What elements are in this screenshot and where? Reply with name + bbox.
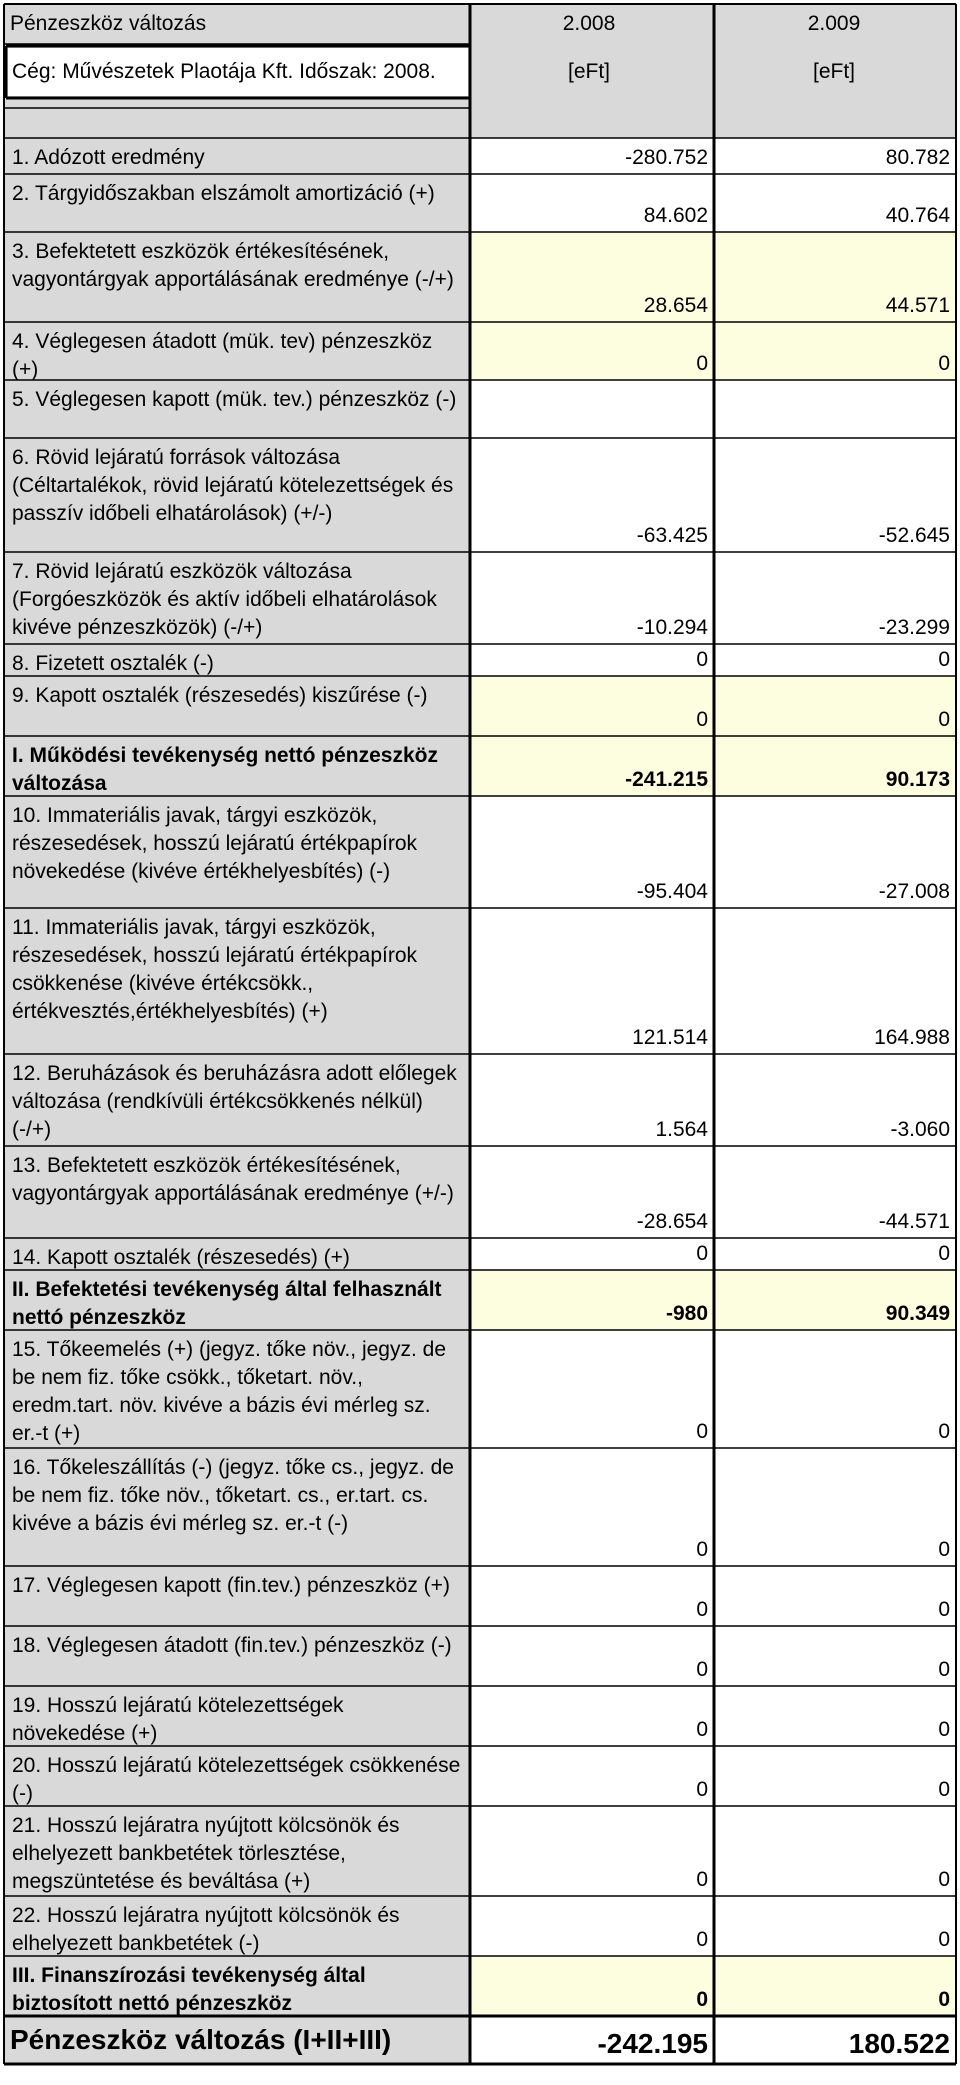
value-2009: 90.173 xyxy=(885,768,950,791)
value-2009: 0 xyxy=(938,1658,950,1681)
row-label: 12. Beruházások és beruházásra adott előlegek változása (rendkívüli értékcsökkenés nélkül) (-/+) xyxy=(12,1062,457,1141)
row-label: III. Finanszírozási tevékenység által biztosított nettó pénzeszköz xyxy=(12,1964,366,2015)
value-2009: 0 xyxy=(938,708,950,731)
row-label: 16. Tőkeleszállítás (-) (jegyz. tőke cs., jegyz. de be nem fiz. tőke növ., tőketart. cs., er.tart. cs. kivéve a bázis évi mérleg sz. er.-t (-) xyxy=(12,1456,454,1535)
value-2008: 0 xyxy=(696,1242,708,1265)
value-2008: 84.602 xyxy=(643,204,708,227)
value-2008: 0 xyxy=(696,352,708,375)
row-label: 18. Véglegesen átadott (fin.tev.) pénzeszköz (-) xyxy=(12,1634,452,1657)
value-2008: 0 xyxy=(696,1420,708,1443)
row-label: 3. Befektetett eszközök értékesítésének, vagyontárgyak apportálásának eredménye (-/+) xyxy=(12,240,454,291)
value-2009: 90.349 xyxy=(885,1302,950,1325)
row-label: 17. Véglegesen kapott (fin.tev.) pénzeszköz (+) xyxy=(12,1574,450,1597)
value-2008: 0 xyxy=(696,708,708,731)
value-2009: -44.571 xyxy=(878,1210,950,1233)
value-2008: 121.514 xyxy=(632,1026,708,1049)
row-label: 2. Tárgyidőszakban elszámolt amortizáció (+) xyxy=(12,182,435,205)
row-label: 4. Véglegesen átadott (mük. tev) pénzeszköz (+) xyxy=(12,330,433,380)
value-2009: 0 xyxy=(938,1242,950,1265)
header-year-2009: 2.009 xyxy=(807,12,861,35)
row-label: 13. Befektetett eszközök értékesítésének, vagyontárgyak apportálásának eredménye (+/-) xyxy=(12,1154,454,1205)
row-label: 11. Immateriális javak, tárgyi eszközök, részesedések, hosszú lejáratú értékpapírok csökkenése (kivéve értékcsökk., értékvesztés,értékhelyesbítés) (+) xyxy=(12,916,418,1023)
row-label: 19. Hosszú lejáratú kötelezettségek növekedése (+) xyxy=(12,1694,344,1745)
row-label: Pénzeszköz változás (I+II+III) xyxy=(10,2024,392,2055)
value-2009: 44.571 xyxy=(885,294,950,317)
row-label: 20. Hosszú lejáratú kötelezettségek csökkenése (-) xyxy=(12,1754,461,1805)
value-2009: 0 xyxy=(938,648,950,671)
value-2008: 28.654 xyxy=(643,294,708,317)
header-title: Pénzeszköz változás xyxy=(10,12,207,35)
value-2008: 0 xyxy=(696,1538,708,1561)
value-2009: 0 xyxy=(938,1988,950,2011)
value-2008: -10.294 xyxy=(636,616,708,639)
value-2008: -95.404 xyxy=(636,880,708,903)
value-2008: 0 xyxy=(696,1658,708,1681)
value-2008 xyxy=(470,380,714,438)
row-label: 8. Fizetett osztalék (-) xyxy=(12,652,214,675)
value-2009: 0 xyxy=(938,1538,950,1561)
value-2008: -28.654 xyxy=(636,1210,708,1233)
value-2009: 0 xyxy=(938,1598,950,1621)
value-2008: 0 xyxy=(696,648,708,671)
row-label: 5. Véglegesen kapott (mük. tev.) pénzeszköz (-) xyxy=(12,388,457,411)
company-period: Cég: Művészetek Plaotája Kft. Időszak: 2008. xyxy=(8,48,468,96)
value-2009: 0 xyxy=(938,1420,950,1443)
value-2009: -3.060 xyxy=(890,1118,950,1141)
row-label: 7. Rövid lejáratú eszközök változása (Forgóeszközök és aktív időbeli elhatárolások kivéve pénzeszközök) (-/+) xyxy=(12,560,437,639)
value-2009 xyxy=(714,380,956,438)
value-2009: -23.299 xyxy=(878,616,950,639)
row-label: 15. Tőkeemelés (+) (jegyz. tőke növ., jegyz. de be nem fiz. tőke csökk., tőketart. növ., eredm.tart. növ. kivéve a bázis évi mérleg sz. er.-t (+) xyxy=(12,1338,447,1445)
value-2008: 0 xyxy=(696,1988,708,2011)
value-2009: -52.645 xyxy=(878,524,950,547)
row-label: 6. Rövid lejáratú források változása (Céltartalékok, rövid lejáratú kötelezettségek és passzív időbeli elhatárolások) (+/-) xyxy=(12,446,454,525)
value-2008: 0 xyxy=(696,1718,708,1741)
value-2009: -27.008 xyxy=(878,880,950,903)
row-label: 10. Immateriális javak, tárgyi eszközök, részesedések, hosszú lejáratú értékpapírok növekedése (kivéve értékhelyesbítés) (-) xyxy=(12,804,418,883)
value-2008: -980 xyxy=(665,1302,708,1325)
value-2009: 164.988 xyxy=(874,1026,950,1049)
value-2009: 0 xyxy=(938,1928,950,1951)
value-2009: 0 xyxy=(938,352,950,375)
value-2008: -242.195 xyxy=(597,2028,708,2059)
header-year-2008: 2.008 xyxy=(562,12,616,35)
row-label: I. Működési tevékenység nettó pénzeszköz változása xyxy=(12,744,438,795)
row-label: 22. Hosszú lejáratra nyújtott kölcsönök és elhelyezett bankbetétek (-) xyxy=(12,1904,400,1955)
value-2008: 0 xyxy=(696,1928,708,1951)
value-2008: 0 xyxy=(696,1598,708,1621)
value-2008: 1.564 xyxy=(655,1118,708,1141)
value-2008: -63.425 xyxy=(636,524,708,547)
header-unit-2008: [eFt] xyxy=(567,60,610,83)
value-2009: 0 xyxy=(938,1778,950,1801)
header-unit-2009: [eFt] xyxy=(812,60,855,83)
value-2008: -280.752 xyxy=(625,146,708,169)
value-2009: 0 xyxy=(938,1718,950,1741)
row-label: 14. Kapott osztalék (részesedés) (+) xyxy=(12,1246,350,1269)
value-2009: 80.782 xyxy=(885,146,950,169)
value-2009: 40.764 xyxy=(885,204,950,227)
value-2008: -241.215 xyxy=(625,768,708,791)
row-label: II. Befektetési tevékenység által felhasznált nettó pénzeszköz xyxy=(12,1278,442,1329)
value-2008: 0 xyxy=(696,1868,708,1891)
row-label: 9. Kapott osztalék (részesedés) kiszűrése (-) xyxy=(12,684,428,707)
value-2008: 0 xyxy=(696,1778,708,1801)
value-2009: 180.522 xyxy=(848,2028,950,2059)
row-label: 21. Hosszú lejáratra nyújtott kölcsönök és elhelyezett bankbetétek törlesztése, megszüntetése és beváltása (+) xyxy=(12,1814,400,1893)
value-2009: 0 xyxy=(938,1868,950,1891)
row-label: 1. Adózott eredmény xyxy=(12,146,205,169)
